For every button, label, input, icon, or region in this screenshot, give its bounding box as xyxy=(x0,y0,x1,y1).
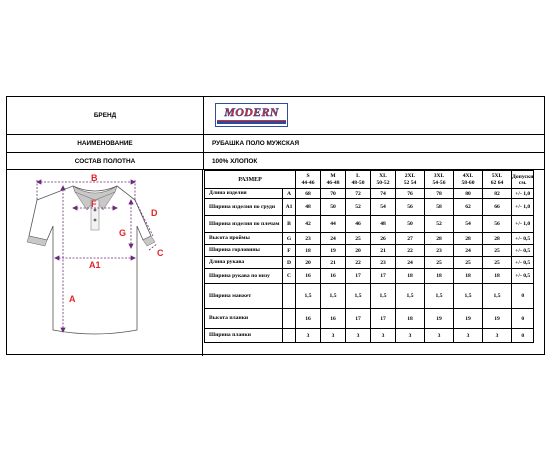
measurement-value: 56 xyxy=(483,216,512,233)
measurement-code: B xyxy=(283,216,296,233)
measurement-value: 1,5 xyxy=(483,284,512,309)
label-c: C xyxy=(157,248,164,258)
measurement-value: 28 xyxy=(483,233,512,245)
table-row xyxy=(205,216,534,233)
measurement-value: 24 xyxy=(321,233,346,245)
measurement-value: 22 xyxy=(346,257,371,269)
label-g: G xyxy=(119,228,127,238)
logo-text: MODERN xyxy=(224,105,279,119)
label-d: D xyxy=(151,208,158,218)
measurement-value: 18 xyxy=(483,269,512,284)
measurement-value: 80 xyxy=(454,189,483,199)
measurement-name: Высота планки xyxy=(205,309,283,329)
tolerance-value: +/- 0,5 xyxy=(512,233,534,245)
table-row xyxy=(205,189,534,199)
measurement-value: 21 xyxy=(321,257,346,269)
measurement-value: 1,5 xyxy=(296,284,321,309)
measurement-value: 3 xyxy=(371,329,396,343)
measurement-value: 48 xyxy=(371,216,396,233)
measurement-value: 19 xyxy=(483,309,512,329)
measurement-value: 23 xyxy=(296,233,321,245)
measurement-value: 25 xyxy=(483,245,512,257)
table-row xyxy=(205,269,534,284)
measurement-value: 16 xyxy=(296,269,321,284)
measurement-value: 68 xyxy=(296,189,321,199)
measurement-value: 52 xyxy=(425,216,454,233)
measurement-code: D xyxy=(283,257,296,269)
name-value: РУБАШКА ПОЛО МУЖСКАЯ xyxy=(212,140,300,147)
tolerance-header: Допуски см. xyxy=(512,171,534,189)
measurement-value: 52 xyxy=(346,199,371,216)
tolerance-value: 0 xyxy=(512,284,534,309)
size-col-5: 3XL 54-56 xyxy=(425,171,454,189)
measurement-value: 66 xyxy=(483,199,512,216)
measurement-value: 1,5 xyxy=(346,284,371,309)
measurement-code: F xyxy=(283,245,296,257)
size-table xyxy=(204,170,534,343)
measurement-value: 1,5 xyxy=(321,284,346,309)
measurement-value: 20 xyxy=(346,245,371,257)
size-col-3: XL 50-52 xyxy=(371,171,396,189)
size-table-body xyxy=(205,189,534,343)
tolerance-value: +/- 1,0 xyxy=(512,216,534,233)
measurement-name: Высота проймы xyxy=(205,233,283,245)
table-row xyxy=(205,257,534,269)
spec-sheet xyxy=(6,96,545,355)
measurement-value: 22 xyxy=(396,245,425,257)
size-col-4: 2XL 52 54 xyxy=(396,171,425,189)
measurement-value: 19 xyxy=(321,245,346,257)
label-f: F xyxy=(91,199,97,209)
measurement-value: 26 xyxy=(371,233,396,245)
measurement-name: Ширина манжет xyxy=(205,284,283,309)
measurement-value: 1,5 xyxy=(425,284,454,309)
tolerance-value: +/- 0,5 xyxy=(512,257,534,269)
measurement-value: 24 xyxy=(396,257,425,269)
tolerance-value: 0 xyxy=(512,329,534,343)
measurement-value: 1,5 xyxy=(371,284,396,309)
size-col-0: S 44-46 xyxy=(296,171,321,189)
name-label: НАИМЕНОВАНИЕ xyxy=(7,135,204,152)
measurement-value: 27 xyxy=(396,233,425,245)
measurement-code: G xyxy=(283,233,296,245)
measurement-value: 17 xyxy=(346,309,371,329)
measurement-code: C xyxy=(283,269,296,284)
measurement-value: 21 xyxy=(371,245,396,257)
measurement-name: Длина рукава xyxy=(205,257,283,269)
measurement-value: 50 xyxy=(396,216,425,233)
measurement-code xyxy=(283,309,296,329)
measurement-name: Длина изделия xyxy=(205,189,283,199)
measurement-value: 18 xyxy=(454,269,483,284)
measurement-value: 28 xyxy=(454,233,483,245)
measurement-code: A1 xyxy=(283,199,296,216)
brand-logo xyxy=(215,103,288,127)
fabric-value: 100% ХЛОПОК xyxy=(212,157,258,165)
measurement-value: 56 xyxy=(396,199,425,216)
measurement-value: 72 xyxy=(346,189,371,199)
measurement-value: 17 xyxy=(346,269,371,284)
label-a: A xyxy=(69,294,76,304)
tolerance-value: +/- 0,5 xyxy=(512,245,534,257)
measurement-value: 20 xyxy=(296,257,321,269)
measurement-value: 16 xyxy=(296,309,321,329)
tolerance-value: +/- 0,5 xyxy=(512,269,534,284)
measurement-value: 19 xyxy=(425,309,454,329)
measurement-value: 19 xyxy=(454,309,483,329)
measurement-value: 44 xyxy=(321,216,346,233)
measurement-value: 3 xyxy=(296,329,321,343)
measurement-name: Ширина изделия по плечам xyxy=(205,216,283,233)
measurement-value: 18 xyxy=(425,269,454,284)
measurement-value: 74 xyxy=(371,189,396,199)
brand-row xyxy=(7,97,544,135)
measurement-value: 3 xyxy=(321,329,346,343)
measurement-value: 3 xyxy=(425,329,454,343)
measurement-name: Ширина планки xyxy=(205,329,283,343)
measurement-value: 62 xyxy=(454,199,483,216)
measurement-value: 78 xyxy=(425,189,454,199)
shirt-diagram xyxy=(7,170,203,356)
measurement-value: 16 xyxy=(321,309,346,329)
measurement-value: 18 xyxy=(296,245,321,257)
measurement-value: 17 xyxy=(371,269,396,284)
measurement-value: 3 xyxy=(454,329,483,343)
measurement-value: 24 xyxy=(454,245,483,257)
measurement-value: 28 xyxy=(425,233,454,245)
polo-shirt-icon xyxy=(7,170,203,356)
measurement-value: 76 xyxy=(396,189,425,199)
measurement-value: 3 xyxy=(396,329,425,343)
size-col-7: 5XL 62 64 xyxy=(483,171,512,189)
table-row xyxy=(205,233,534,245)
measurement-value: 42 xyxy=(296,216,321,233)
measurement-value: 1,5 xyxy=(454,284,483,309)
measurement-name: Ширина горловины xyxy=(205,245,283,257)
table-row xyxy=(205,329,534,343)
measurement-value: 70 xyxy=(321,189,346,199)
measurement-value: 1,5 xyxy=(396,284,425,309)
size-col-1: M 46-48 xyxy=(321,171,346,189)
measurement-value: 25 xyxy=(346,233,371,245)
size-header-label: РАЗМЕР xyxy=(205,171,296,189)
measurement-value: 58 xyxy=(425,199,454,216)
logo-blue-stripe xyxy=(217,121,286,124)
measurement-value: 25 xyxy=(483,257,512,269)
table-row xyxy=(205,284,534,309)
table-row xyxy=(205,245,534,257)
measurement-value: 23 xyxy=(425,245,454,257)
measurement-value: 18 xyxy=(396,269,425,284)
measurement-value: 82 xyxy=(483,189,512,199)
measurement-code: A xyxy=(283,189,296,199)
measurement-value: 17 xyxy=(371,309,396,329)
fabric-row xyxy=(7,153,544,170)
fabric-label: СОСТАВ ПОЛОТНА xyxy=(7,153,204,169)
measurement-code xyxy=(283,284,296,309)
tolerance-value: +/- 1,0 xyxy=(512,189,534,199)
size-header-row xyxy=(205,171,534,189)
measurement-value: 54 xyxy=(371,199,396,216)
measurement-value: 3 xyxy=(483,329,512,343)
measurement-value: 25 xyxy=(425,257,454,269)
measurement-value: 54 xyxy=(454,216,483,233)
measurement-value: 25 xyxy=(454,257,483,269)
size-col-6: 4XL 58-60 xyxy=(454,171,483,189)
label-b: B xyxy=(91,173,98,183)
measurement-value: 48 xyxy=(296,199,321,216)
measurement-value: 23 xyxy=(371,257,396,269)
measurement-value: 46 xyxy=(346,216,371,233)
tolerance-value: +/- 1,0 xyxy=(512,199,534,216)
name-row xyxy=(7,135,544,153)
table-row xyxy=(205,199,534,216)
label-a1: A1 xyxy=(89,260,101,270)
measurement-value: 16 xyxy=(321,269,346,284)
measurement-value: 18 xyxy=(396,309,425,329)
measurement-value: 50 xyxy=(321,199,346,216)
tolerance-value: 0 xyxy=(512,309,534,329)
measurement-name: Ширина рукава по низу xyxy=(205,269,283,284)
measurement-code xyxy=(283,329,296,343)
measurement-value: 3 xyxy=(346,329,371,343)
brand-label: БРЕНД xyxy=(7,97,204,134)
size-col-2: L 48-50 xyxy=(346,171,371,189)
table-row xyxy=(205,309,534,329)
measurement-name: Ширина изделия по груди xyxy=(205,199,283,216)
